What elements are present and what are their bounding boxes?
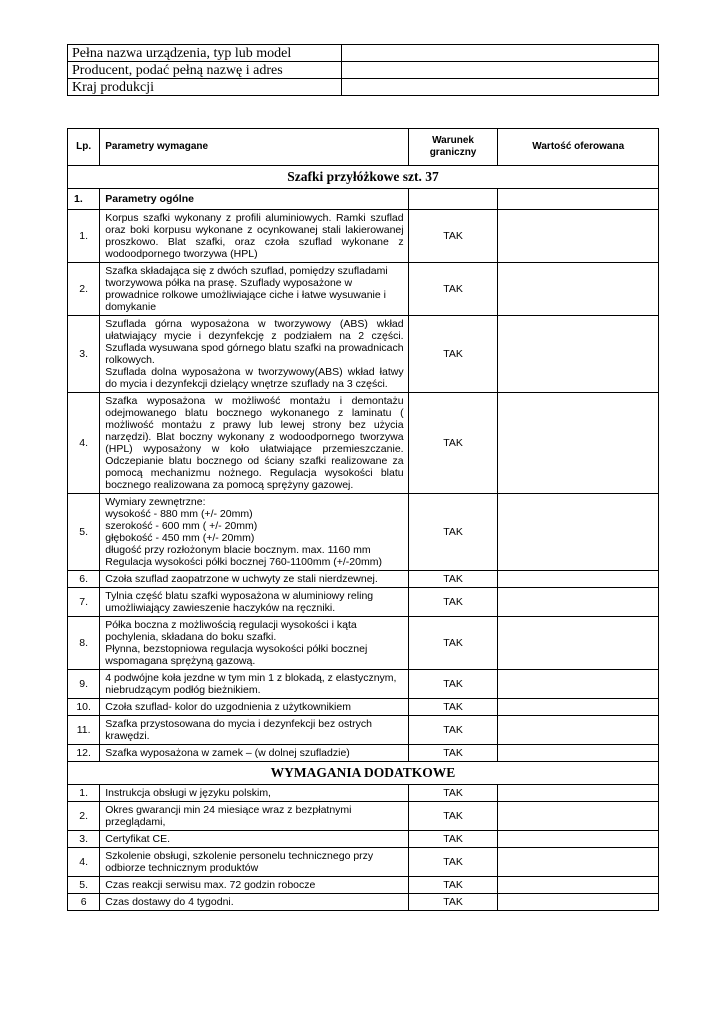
row-offered-value[interactable] xyxy=(498,494,659,571)
dimension-line: Wymiary zewnętrzne: xyxy=(105,496,206,508)
table-row xyxy=(68,494,659,571)
row-description: Czas dostawy do 4 tygodni. xyxy=(100,894,408,911)
group-condition xyxy=(408,189,498,210)
country-label: Kraj produkcji xyxy=(68,79,342,96)
device-name-label: Pełna nazwa urządzenia, typ lub model xyxy=(68,45,342,62)
row-condition: TAK xyxy=(408,831,498,848)
table-row xyxy=(68,745,659,762)
row-lp: 7. xyxy=(68,588,100,617)
row-lp: 11. xyxy=(68,716,100,745)
row-description: Korpus szafki wykonany z profili aluminiowych. Ramki szuflad oraz boki korpusu wykonane z ocynkowanej stali lakierowanej proszkowo. Blat szafki, oraz czoła szuflad wykonane z wodoodpornego tworzywa (HPL) xyxy=(100,210,408,263)
row-condition: TAK xyxy=(408,670,498,699)
row-description-part1: Szuflada górna wyposażona w tworzywowy (ABS) wkład ułatwiający mycie i dezynfekcję z podziałem na 2 części. Szuflada wysuwana spod górnego blatu szafki na prowadnicach rolkowych. xyxy=(105,318,404,366)
table-row xyxy=(68,263,659,316)
row-description: Instrukcja obsługi w języku polskim, xyxy=(100,785,408,802)
group-lp: 1. xyxy=(68,189,100,210)
row-lp: 10. xyxy=(68,699,100,716)
row-description xyxy=(100,617,408,670)
row-lp: 5. xyxy=(68,494,100,571)
row-condition: TAK xyxy=(408,494,498,571)
group-heading-general xyxy=(68,189,659,210)
row-lp: 8. xyxy=(68,617,100,670)
table-row xyxy=(68,316,659,393)
device-name-value[interactable] xyxy=(341,45,658,62)
row-condition: TAK xyxy=(408,877,498,894)
row-lp: 2. xyxy=(68,802,100,831)
row-condition: TAK xyxy=(408,393,498,494)
row-condition: TAK xyxy=(408,571,498,588)
row-description: Certyfikat CE. xyxy=(100,831,408,848)
producer-row xyxy=(68,62,659,79)
parameters-table xyxy=(67,128,659,911)
header-condition-line1: Warunek xyxy=(432,135,474,146)
row-description: Szafka wyposażona w możliwość montażu i demontażu odejmowanego blatu bocznego wykonanego z laminatu ( możliwość montażu z prawy lub lewej strony bez użycia narzędzi). Blat boczny wykonany z wodoodpornego tworzywa (HPL) wyposażony w koło ułatwiające przemieszczanie. Odczepianie blatu bocznego od ściany szafki realizowane za pomocą mechanizmu nożnego. Regulacja wysokości blatu bocznego realizowana za pomocą sprężyny gazowej. xyxy=(100,393,408,494)
group-offered xyxy=(498,189,659,210)
row-condition: TAK xyxy=(408,785,498,802)
row-condition: TAK xyxy=(408,745,498,762)
row-description: 4 podwójne koła jezdne w tym min 1 z blokadą, z elastycznym, niebrudzącym podłóg bieżnikiem. xyxy=(100,670,408,699)
row-description: Szafka wyposażona w zamek – (w dolnej szufladzie) xyxy=(100,745,408,762)
section-heading-additional xyxy=(68,762,659,785)
table-row xyxy=(68,617,659,670)
table-row xyxy=(68,802,659,831)
table-row xyxy=(68,393,659,494)
country-row xyxy=(68,79,659,96)
row-offered-value[interactable] xyxy=(498,716,659,745)
row-condition: TAK xyxy=(408,316,498,393)
row-offered-value[interactable] xyxy=(498,894,659,911)
group-title: Parametry ogólne xyxy=(100,189,408,210)
row-condition: TAK xyxy=(408,210,498,263)
dimension-line: głębokość - 450 mm (+/- 20mm) xyxy=(105,532,255,544)
row-condition: TAK xyxy=(408,848,498,877)
row-lp: 4. xyxy=(68,393,100,494)
section-title: Szafki przyłóżkowe szt. 37 xyxy=(68,166,659,189)
row-description-part2: Płynna, bezstopniowa regulacja wysokości półki bocznej wspomagana sprężyną gazową. xyxy=(105,643,368,667)
row-description xyxy=(100,316,408,393)
row-lp: 3. xyxy=(68,831,100,848)
row-condition: TAK xyxy=(408,617,498,670)
section-title: WYMAGANIA DODATKOWE xyxy=(68,762,659,785)
row-lp: 1. xyxy=(68,210,100,263)
dimension-line: Regulacja wysokości półki bocznej 760-1100mm (+/-20mm) xyxy=(105,556,382,568)
row-description: Szkolenie obsługi, szkolenie personelu technicznego przy odbiorze technicznym produktów xyxy=(100,848,408,877)
row-description: Szafka składająca się z dwóch szuflad, pomiędzy szufladami tworzywowa półka na prasę. Szuflady wyposażone w prowadnice rolkowe umożliwiające ciche i łatwe wysuwanie i domykanie xyxy=(100,263,408,316)
table-row xyxy=(68,894,659,911)
row-lp: 4. xyxy=(68,848,100,877)
row-offered-value[interactable] xyxy=(498,588,659,617)
row-offered-value[interactable] xyxy=(498,571,659,588)
row-offered-value[interactable] xyxy=(498,210,659,263)
row-offered-value[interactable] xyxy=(498,785,659,802)
table-row xyxy=(68,716,659,745)
row-condition: TAK xyxy=(408,894,498,911)
table-row xyxy=(68,848,659,877)
device-name-row xyxy=(68,45,659,62)
header-condition-line2: graniczny xyxy=(429,147,477,158)
producer-label: Producent, podać pełną nazwę i adres xyxy=(68,62,342,79)
row-offered-value[interactable] xyxy=(498,699,659,716)
row-description: Tylnia część blatu szafki wyposażona w aluminiowy reling umożliwiający zawieszenie haczyków na ręczniki. xyxy=(100,588,408,617)
dimension-line: szerokość - 600 mm ( +/- 20mm) xyxy=(105,520,258,532)
row-offered-value[interactable] xyxy=(498,848,659,877)
table-row xyxy=(68,877,659,894)
row-description-part1: Półka boczna z możliwością regulacji wysokości i kąta pochylenia, składana do boku szafki. xyxy=(105,619,357,643)
row-description: Czoła szuflad zaopatrzone w uchwyty ze stali nierdzewnej. xyxy=(100,571,408,588)
table-row xyxy=(68,588,659,617)
producer-value[interactable] xyxy=(341,62,658,79)
table-row xyxy=(68,699,659,716)
row-lp: 3. xyxy=(68,316,100,393)
row-lp: 12. xyxy=(68,745,100,762)
row-lp: 5. xyxy=(68,877,100,894)
table-row xyxy=(68,571,659,588)
row-offered-value[interactable] xyxy=(498,745,659,762)
row-condition: TAK xyxy=(408,716,498,745)
header-condition xyxy=(408,129,498,166)
table-row xyxy=(68,210,659,263)
row-offered-value[interactable] xyxy=(498,617,659,670)
table-row xyxy=(68,670,659,699)
row-condition: TAK xyxy=(408,699,498,716)
table-header-row xyxy=(68,129,659,166)
row-condition: TAK xyxy=(408,802,498,831)
row-condition: TAK xyxy=(408,588,498,617)
header-lp: Lp. xyxy=(68,129,100,166)
row-offered-value[interactable] xyxy=(498,877,659,894)
dimension-line: długość przy rozłożonym blacie bocznym. max. 1160 mm xyxy=(105,544,371,556)
row-description-part2: Szuflada dolna wyposażona w tworzywowy(ABS) wkład łatwy do mycia i dezynfekcji dzielący wnętrze szuflady na 3 części. xyxy=(105,366,404,390)
row-lp: 6 xyxy=(68,894,100,911)
row-description: Szafka przystosowana do mycia i dezynfekcji bez ostrych krawędzi. xyxy=(100,716,408,745)
header-offered: Wartość oferowana xyxy=(498,129,659,166)
row-offered-value[interactable] xyxy=(498,831,659,848)
row-description xyxy=(100,494,408,571)
table-row xyxy=(68,785,659,802)
section-heading-cabinets xyxy=(68,166,659,189)
row-condition: TAK xyxy=(408,263,498,316)
header-params: Parametry wymagane xyxy=(100,129,408,166)
dimension-line: wysokość - 880 mm (+/- 20mm) xyxy=(105,508,253,520)
table-row xyxy=(68,831,659,848)
country-value[interactable] xyxy=(341,79,658,96)
row-description: Czoła szuflad- kolor do uzgodnienia z użytkownikiem xyxy=(100,699,408,716)
row-offered-value[interactable] xyxy=(498,263,659,316)
row-offered-value[interactable] xyxy=(498,670,659,699)
row-description: Czas reakcji serwisu max. 72 godzin robocze xyxy=(100,877,408,894)
row-offered-value[interactable] xyxy=(498,802,659,831)
row-description: Okres gwarancji min 24 miesiące wraz z bezpłatnymi przeglądami, xyxy=(100,802,408,831)
row-offered-value[interactable] xyxy=(498,393,659,494)
row-lp: 6. xyxy=(68,571,100,588)
row-lp: 2. xyxy=(68,263,100,316)
row-offered-value[interactable] xyxy=(498,316,659,393)
device-info-table xyxy=(67,44,659,96)
row-lp: 9. xyxy=(68,670,100,699)
row-lp: 1. xyxy=(68,785,100,802)
